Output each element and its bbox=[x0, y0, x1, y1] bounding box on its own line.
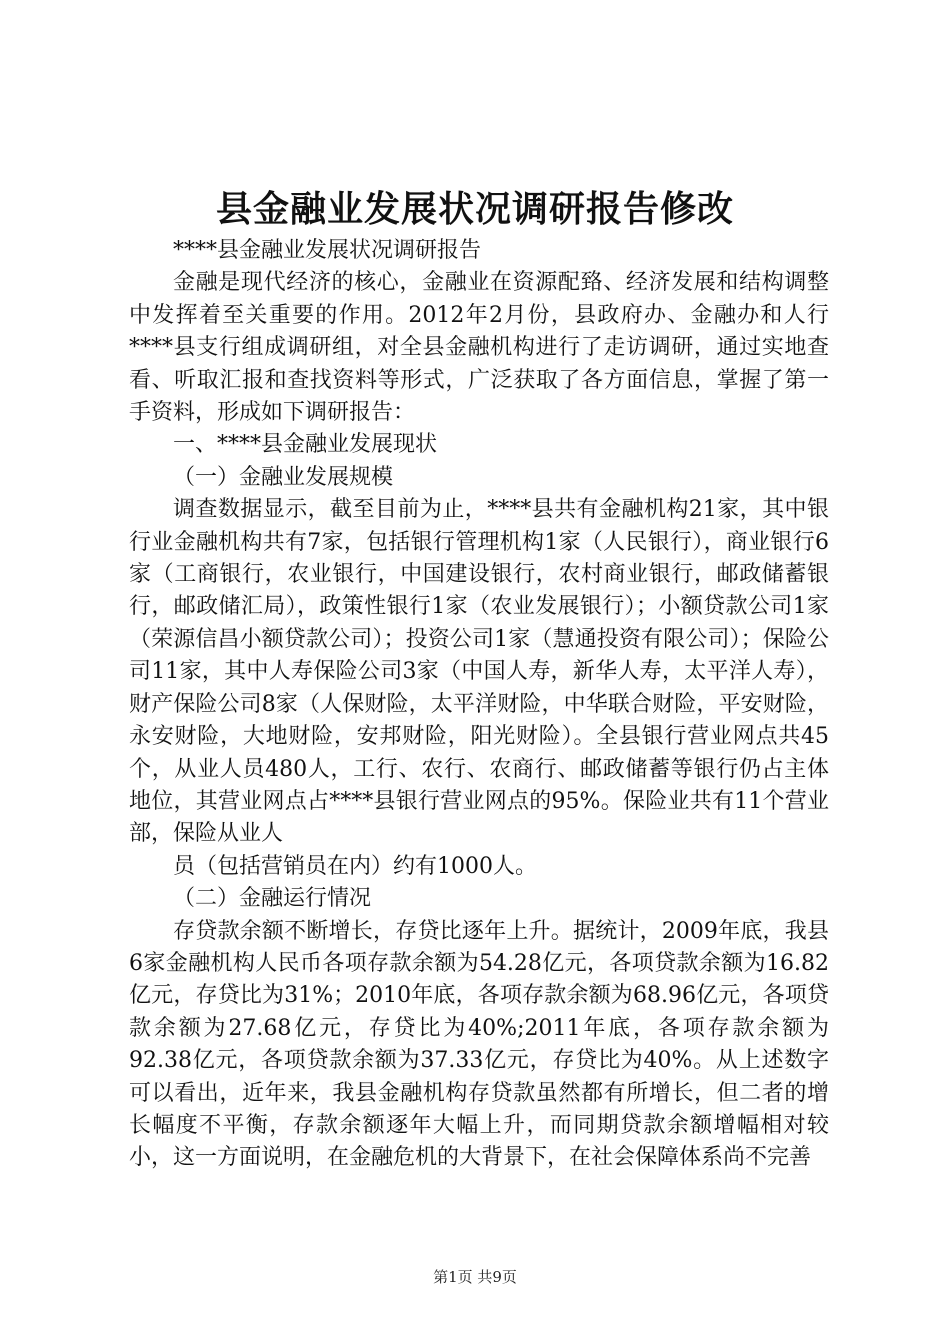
subsection-heading-1: （一）金融业发展规模 bbox=[173, 464, 394, 490]
document-body bbox=[129, 235, 829, 1175]
subsection-heading-2: （二）金融运行情况 bbox=[173, 886, 372, 912]
paragraph-staff: 员（包括营销员在内）约有1000人。 bbox=[173, 853, 537, 879]
paragraph-scale: 调查数据显示，截至目前为止，****县共有金融机构21家，其中银行业金融机构共有7家，包括银行管理机构1家（人民银行），商业银行6家（工商银行，农业银行，中国建设银行，农村商业银行，邮政储蓄银行，邮政储汇局），政策性银行1家（农业发展银行）；小额贷款公司1家（荣源信昌小额贷款公司）；投资公司1家（慧通投资有限公司）；保险公司11家，其中人寿保险公司3家（中国人寿，新华人寿，太平洋人寿），财产保险公司8家（人保财险，太平洋财险，中华联合财险，平安财险，永安财险，大地财险，安邦财险，阳光财险）。全县银行营业网点共45个，从业人员480人，工行、农行、农商行、邮政储蓄等银行仍占主体地位，其营业网点占****县银行营业网点的95%。保险业共有11个营业部，保险从业人 bbox=[129, 497, 829, 847]
paragraph-operation: 存贷款余额不断增长，存贷比逐年上升。据统计，2009年底，我县6家金融机构人民币各项存款余额为54.28亿元，各项贷款余额为16.82亿元，存贷比为31%；2010年底，各项存款余额为68.96亿元，各项贷款余额为27.68亿元，存贷比为40%;2011年底，各项存款余额为92.38亿元，各项贷款余额为37.33亿元，存贷比为40%。从上述数字可以看出，近年来，我县金融机构存贷款虽然都有所增长，但二者的增长幅度不平衡，存款余额逐年大幅上升，而同期贷款余额增幅相对较小，这一方面说明，在金融危机的大背景下，在社会保障体系尚不完善 bbox=[129, 918, 829, 1171]
paragraph-intro: 金融是现代经济的核心，金融业在资源配臵、经济发展和结构调整中发挥着至关重要的作用。2012年2月份，县政府办、金融办和人行****县支行组成调研组，对全县金融机构进行了走访调研，通过实地查看、听取汇报和查找资料等形式，广泛获取了各方面信息，掌握了第一手资料，形成如下调研报告： bbox=[129, 270, 829, 426]
section-heading-1: 一、****县金融业发展现状 bbox=[173, 432, 438, 458]
document-title: 县金融业发展状况调研报告修改 bbox=[215, 188, 734, 230]
report-subtitle: ****县金融业发展状况调研报告 bbox=[173, 238, 482, 263]
page-footer: 第1页 共9页 bbox=[433, 1268, 517, 1286]
